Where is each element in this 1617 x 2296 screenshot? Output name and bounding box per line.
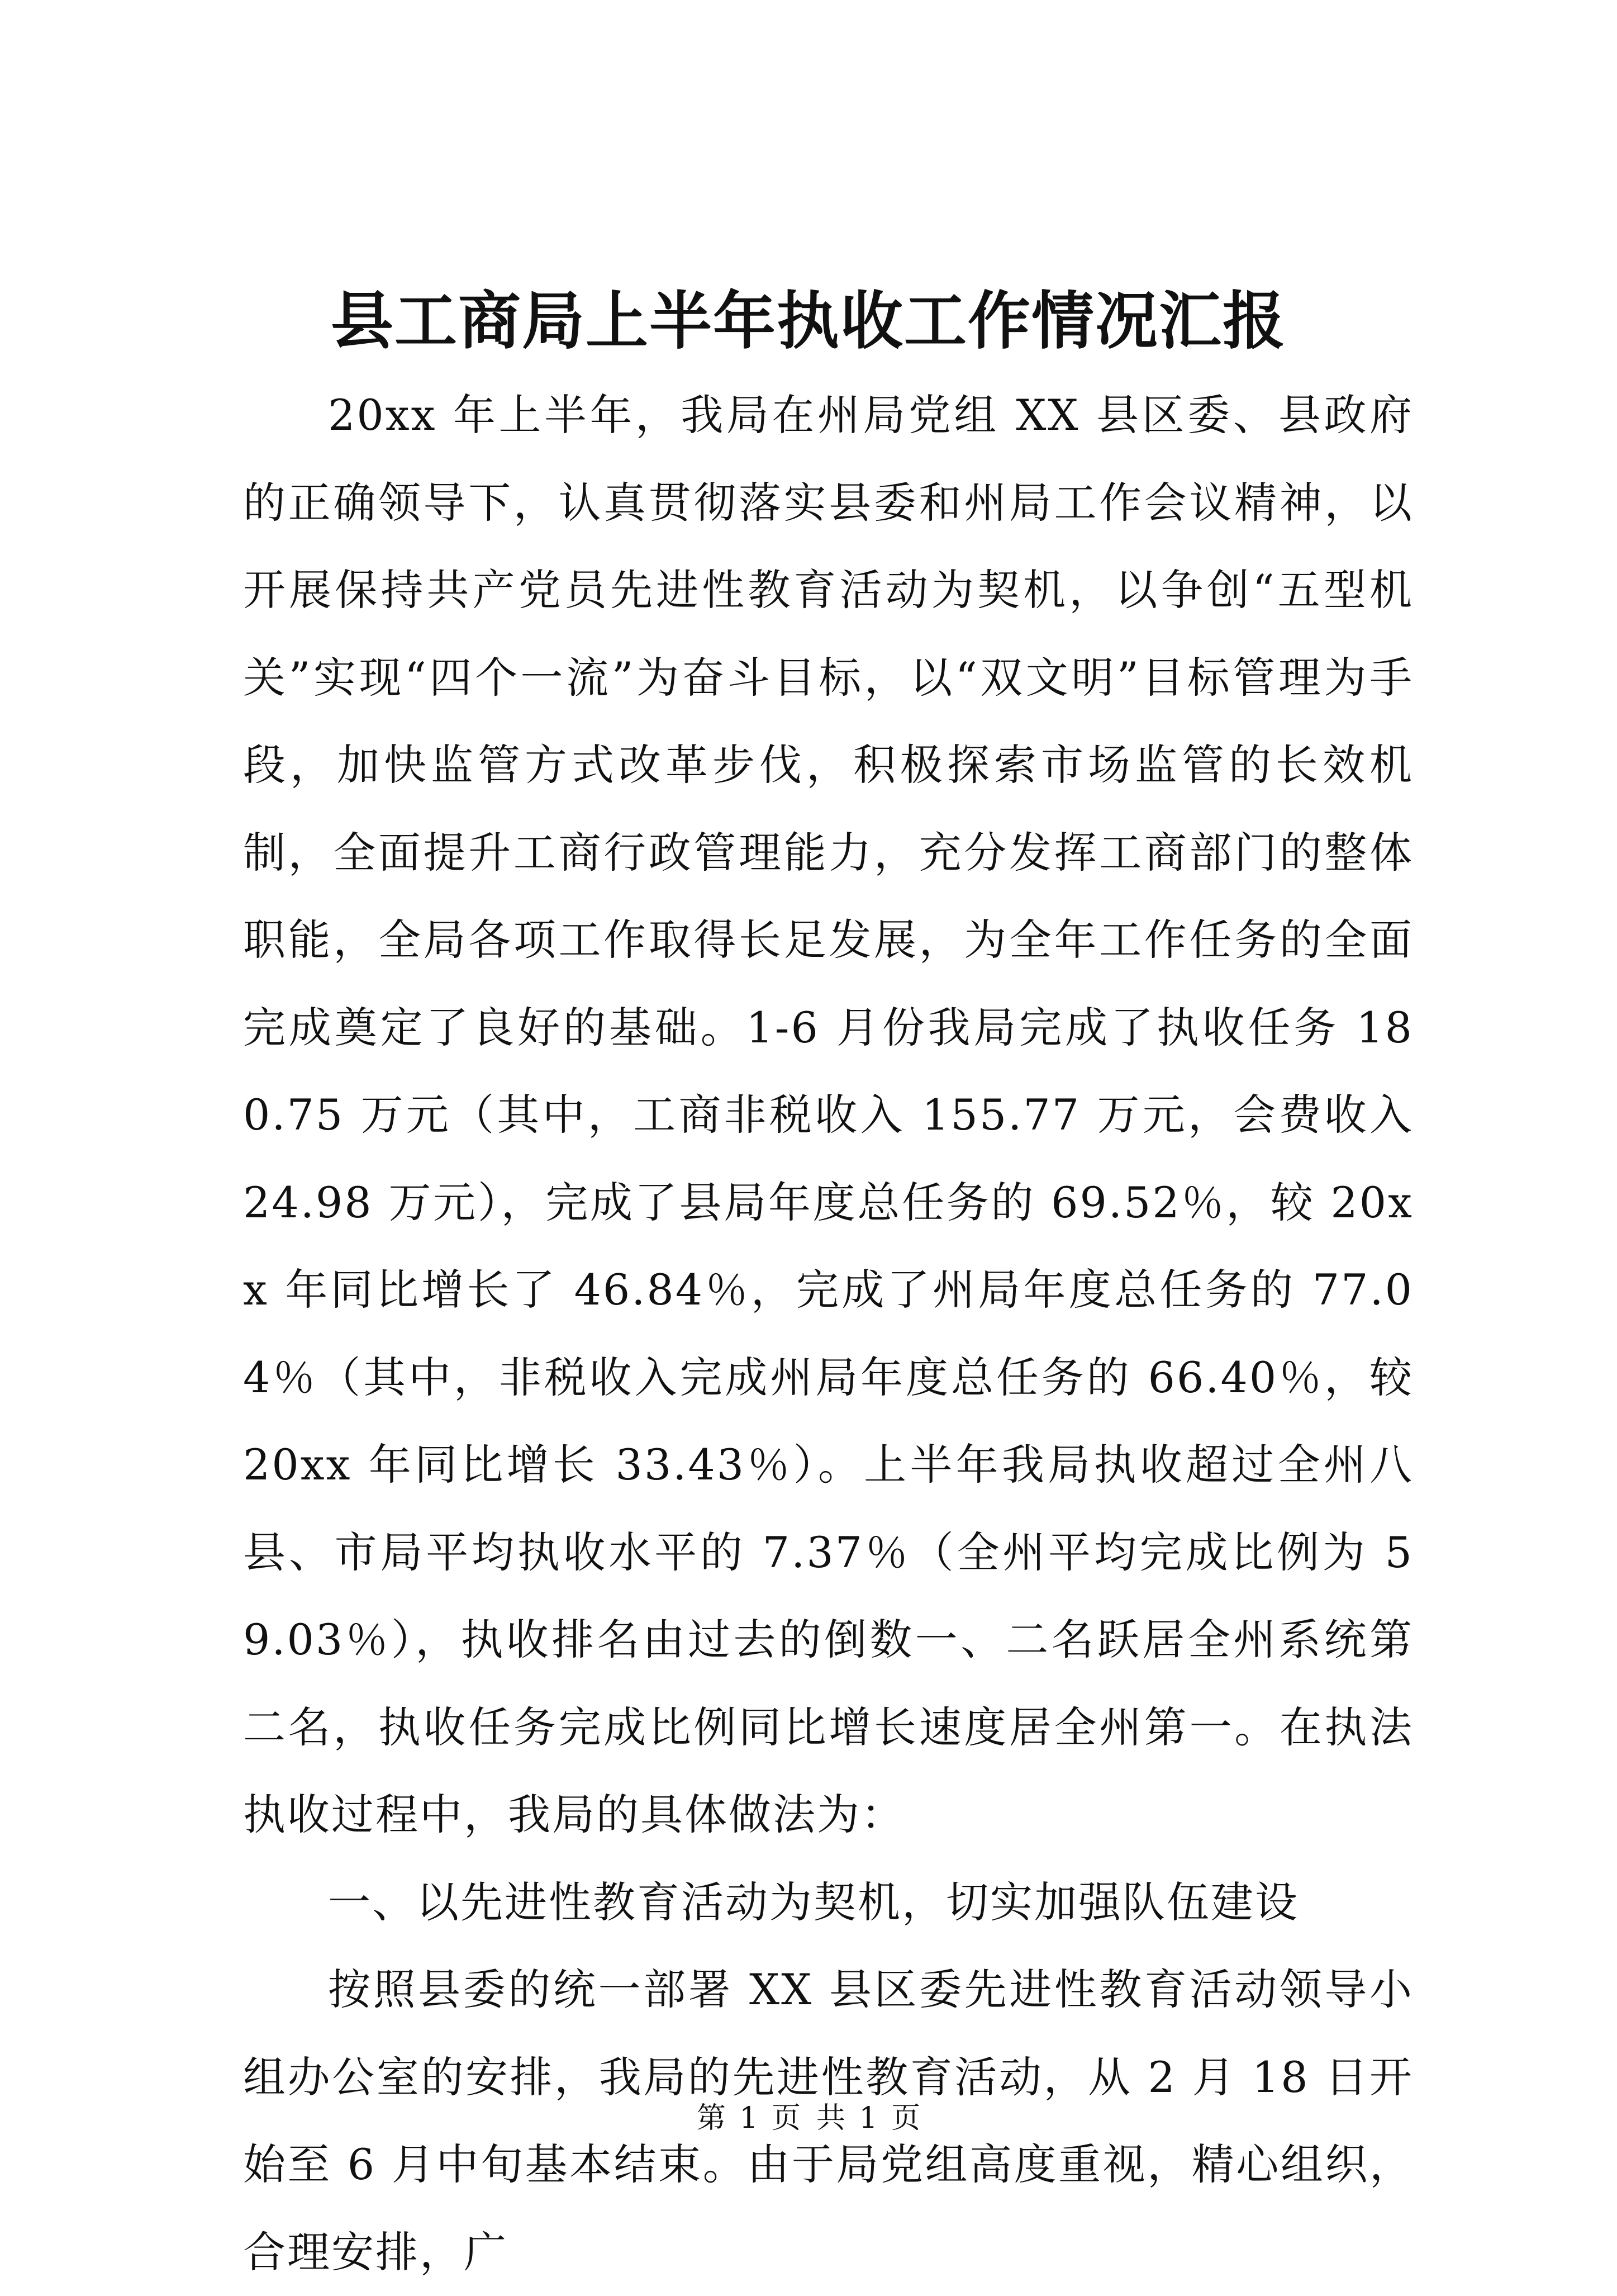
page-number: 第 1 页 <box>696 2101 801 2135</box>
document-body <box>243 372 1414 2296</box>
page-footer <box>0 2099 1617 2138</box>
paragraph-summary: 20xx 年上半年，我局在州局党组 XX 县区委、县政府的正确领导下，认真贯彻落实县委和州局工作会议精神，以开展保持共产党员先进性教育活动为契机，以争创“五型机关”实现“四个一流”为奋斗目标，以“双文明”目标管理为手段，加快监管方式改革步伐，积极探索市场监管的长效机制，全面提升工商行政管理能力，充分发挥工商部门的整体职能，全局各项工作取得长足发展，为全年工作任务的全面完成奠定了良好的基础。1-6 月份我局完成了执收任务 180.75 万元（其中，工商非税收入 155.77 万元，会费收入 24.98 万元），完成了县局年度总任务的 69.52％，较 20xx 年同比增长了 46.84％，完成了州局年度总任务的 77.04％（其中，非税收入完成州局年度总任务的 66.40％，较 20xx 年同比增长 33.43％）。上半年我局执收超过全州八县、市局平均执收水平的 7.37％（全州平均完成比例为 59.03％），执收排名由过去的倒数一、二名跃居全州系统第二名，执收任务完成比例同比增长速度居全州第一。在执法执收过程中，我局的具体做法为： <box>243 390 1414 1839</box>
page-total: 共 1 页 <box>816 2101 921 2135</box>
paragraph-section-1: 按照县委的统一部署 XX 县区委先进性教育活动领导小组办公室的安排，我局的先进性教育活动，从 2 月 18 日开始至 6 月中旬基本结束。由于局党组高度重视，精心组织，合理安排，广 <box>243 1965 1414 2277</box>
document-title: 县工商局上半年执收工作情况汇报 <box>331 284 1286 358</box>
section-heading-1: 一、以先进性教育活动为契机，切实加强队伍建设 <box>328 1877 1299 1927</box>
